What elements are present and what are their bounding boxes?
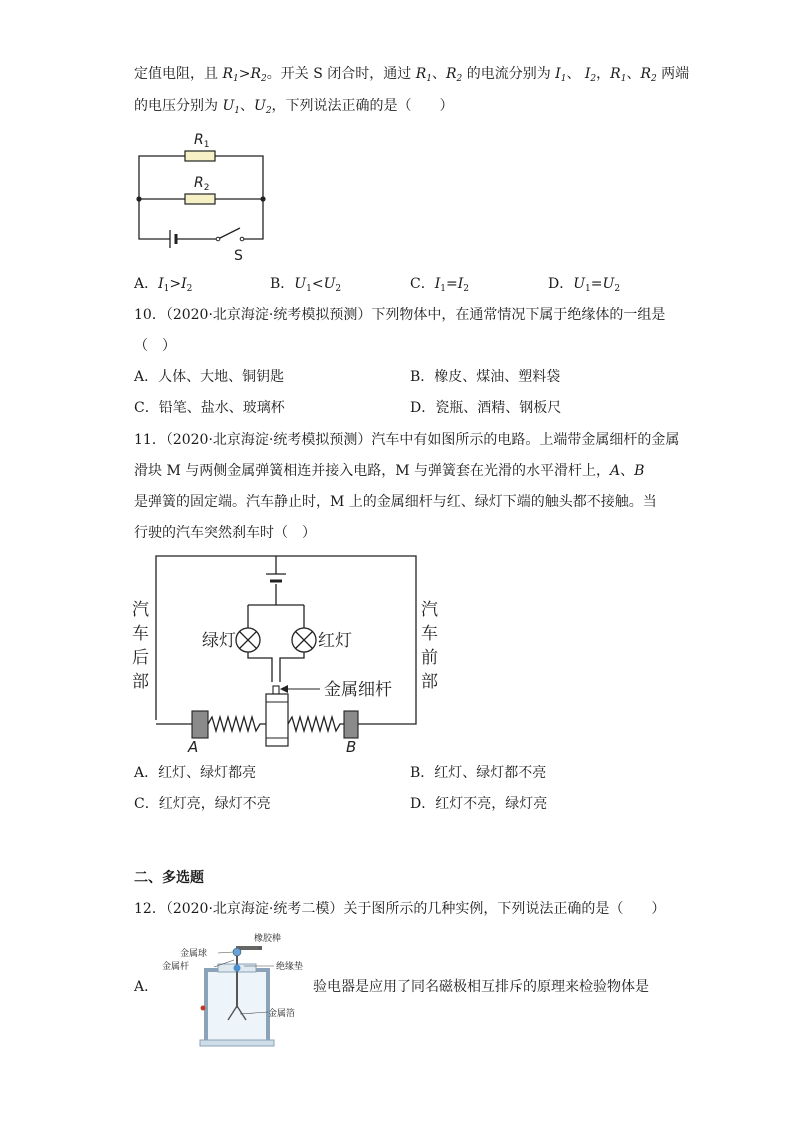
q11-option-d[interactable]: D．红灯不亮，绿灯亮 (410, 796, 548, 812)
q11-line-4: 行驶的汽车突然刹车时（ ） (134, 525, 316, 541)
q9-line-2: 的电压分别为 $U_1$、$U_2$，下列说法正确的是（ ） (134, 98, 454, 116)
r2-resistor (185, 194, 215, 204)
q11-line-2: 滑块 M 与两侧金属弹簧相连并接入电路，M 与弹簧套在光滑的水平滑杆上，A、B (134, 463, 645, 479)
metal-foil-label: 金属箔 (268, 1009, 296, 1019)
q9-text: ，下列说法正确的是（ ） (271, 98, 454, 114)
q10-paren: （ ） (134, 338, 176, 354)
front-label-2: 车 (421, 624, 438, 644)
q10-stem: 10．（2020·北京海淀·统考模拟预测）下列物体中，在通常情况下属于绝缘体的一组是 (134, 307, 666, 323)
q11-option-a[interactable]: A．红灯、绿灯都亮 (134, 765, 257, 781)
rubber-rod-label: 橡胶棒 (254, 934, 282, 944)
r1-label: $R_1$ (194, 132, 210, 150)
fixed-end-a (192, 711, 208, 738)
q11-circuit-figure (128, 552, 438, 758)
q12-stem: 12．（2020·北京海淀·统考二模）关于图所示的几种实例，下列说法正确的是（ ） (134, 901, 666, 917)
rear-label-1: 汽 (132, 600, 149, 620)
fixed-end-b (344, 711, 358, 738)
front-label-3: 前 (421, 648, 438, 668)
q9-text: 两端 (656, 66, 690, 82)
q9-option-a[interactable]: A．$I_1>I_2$ (134, 276, 193, 294)
q10-option-c[interactable]: C．铅笔、盐水、玻璃杯 (134, 400, 285, 416)
q10-option-b[interactable]: B．橡皮、煤油、塑料袋 (410, 369, 561, 385)
q11-option-c[interactable]: C．红灯亮，绿灯不亮 (134, 796, 271, 812)
electroscope-metal-ball (233, 948, 241, 956)
r2-var: $R_2$ (250, 66, 267, 84)
q9-line-1: 定值电阻，且 $R_1>R_2$。开关 S 闭合时，通过 $R_1$、$R_2$ 的电流分别为 $I_1$、 $I_2$，$R_1$、$R_2$ 两端 (134, 66, 690, 84)
q9-option-b[interactable]: B．$U_1<U_2$ (270, 276, 342, 294)
electroscope-figure (158, 928, 310, 1050)
q12-option-a-text[interactable]: 验电器是应用了同名磁极相互排斥的原理来检验物体是 (313, 979, 649, 995)
section-title-multi-choice: 二、多选题 (134, 870, 204, 886)
green-lamp-label: 绿灯 (202, 631, 236, 651)
switch-label: S (234, 248, 243, 264)
metal-rod (273, 686, 279, 694)
q11-option-b[interactable]: B．红灯、绿灯都不亮 (410, 765, 547, 781)
q11-line-1: 11．（2020·北京海淀·统考模拟预测）汽车中有如图所示的电路。上端带金属细杆的金属 (134, 432, 680, 448)
q9-option-d[interactable]: D．$U_1=U_2$ (548, 276, 621, 294)
insulator-label: 绝缘垫 (276, 962, 304, 972)
red-lamp-label: 红灯 (318, 631, 352, 651)
q9-text: 的电压分别为 (134, 98, 223, 114)
q10-option-a[interactable]: A．人体、大地、铜钥匙 (134, 369, 285, 385)
r2-label: $R_2$ (194, 175, 210, 193)
end-b-label: B (346, 738, 357, 756)
q9-text: 。开关 S 闭合时，通过 (266, 66, 416, 82)
end-a-label: A (188, 738, 199, 756)
metal-rod-label: 金属细杆 (324, 680, 392, 700)
q9-text: 的电流分别为 (462, 66, 556, 82)
rear-label-2: 车 (132, 624, 149, 644)
front-label-1: 汽 (421, 600, 438, 620)
q9-circuit-figure (130, 124, 280, 266)
metal-rod-label: 金属杆 (162, 962, 190, 972)
q9-text: 定值电阻，且 (134, 66, 223, 82)
r1-var: $R_1$ (222, 66, 239, 84)
q11-line-3: 是弹簧的固定端。汽车静止时，M 上的金属细杆与红、绿灯下端的触头都不接触。当 (134, 494, 657, 510)
red-lamp (292, 628, 316, 652)
metal-ball-label: 金属球 (180, 949, 208, 959)
r1-resistor (185, 151, 215, 161)
rear-label-4: 部 (132, 672, 149, 692)
rear-label-3: 后 (132, 648, 149, 668)
q9-option-c[interactable]: C．$I_1=I_2$ (410, 276, 469, 294)
q12-option-a-label[interactable]: A． (134, 979, 159, 995)
q10-option-d[interactable]: D．瓷瓶、酒精、钢板尺 (410, 400, 562, 416)
front-label-4: 部 (421, 672, 438, 692)
green-lamp (236, 628, 260, 652)
